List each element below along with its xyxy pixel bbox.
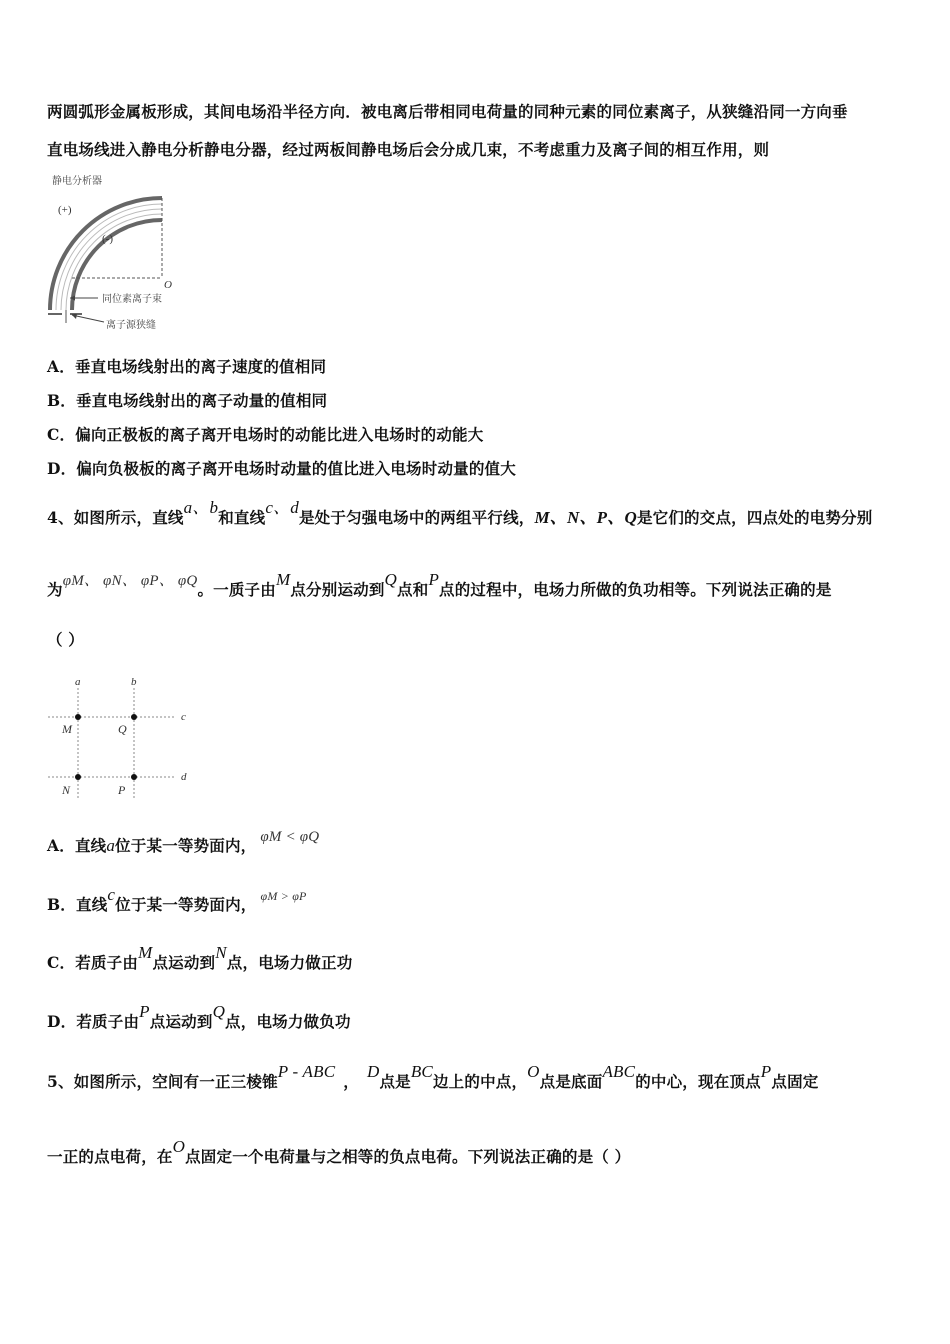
q4-option-d — [47, 1002, 351, 1032]
q4-bracket: （ ） — [47, 630, 84, 649]
q4-option-a-var: a — [106, 836, 116, 855]
q4-option-b-text-1: 直线 — [76, 895, 108, 914]
q4-option-b-var: c — [107, 885, 116, 904]
q3-option-a-letter: A． — [47, 357, 75, 376]
q4-option-d-letter: D． — [47, 1012, 77, 1031]
q3-option-a — [47, 355, 326, 377]
q5-var-o: O — [527, 1062, 540, 1081]
q4-option-b-text-2: 位于某一等势面内， — [115, 895, 257, 914]
q5-line-2 — [47, 1137, 631, 1167]
q4-option-d-text-3: 点，电场力做负功 — [225, 1012, 351, 1031]
q4-phi-list: φM、 φN、 φP、 φQ — [62, 573, 198, 589]
fig2-label-p: P — [118, 783, 126, 797]
q3-option-d — [47, 457, 516, 479]
q4-option-c-text-1: 若质子由 — [75, 953, 139, 972]
q5-var-p: P — [760, 1062, 772, 1081]
fig1-slit-label: 离子源狭缝 — [106, 320, 156, 331]
q4-number: 4、 — [47, 508, 74, 527]
figure-parallel-lines — [42, 672, 202, 804]
q4-option-a-relation: φM < φQ — [260, 829, 320, 845]
q5-text-4: 点是底面 — [539, 1072, 603, 1091]
q4-option-a-text-1: 直线 — [74, 836, 107, 855]
q5-var-o-2: O — [172, 1137, 186, 1156]
q4-var-ab: a、b — [183, 498, 219, 517]
q4-text-8: 点和 — [397, 580, 429, 599]
q4-text-7: 点分别运动到 — [290, 580, 385, 599]
q4-option-c-text-3: 点，电场力做正功 — [226, 953, 353, 972]
intro-line-2: 直电场线进入静电分析静电分器，经过两板间静电场后会分成几束，不考虑重力及离子间的相互作用，则 — [47, 140, 770, 159]
fig1-title: 静电分析器 — [52, 176, 102, 187]
q4-var-q: Q — [384, 570, 398, 589]
figure-electrostatic-analyzer — [42, 168, 192, 336]
q4-option-d-text-2: 点运动到 — [149, 1012, 213, 1031]
point-q — [131, 714, 137, 720]
q3-option-d-text: 偏向负极板的离子离开电场时动量的值比进入电场时动量的值大 — [76, 459, 516, 478]
q4-text-2: 和直线 — [218, 508, 266, 527]
q5-text-7: 一正的点电荷，在 — [47, 1147, 173, 1166]
q4-text-6: 。一质子由 — [197, 580, 276, 599]
q4-option-b-letter: B． — [47, 895, 77, 914]
fig2-label-m: M — [62, 722, 72, 736]
q5-line-1 — [47, 1062, 819, 1092]
q3-option-b-letter: B． — [47, 391, 77, 410]
q4-text-1: 如图所示，直线 — [73, 508, 184, 527]
q4-option-b-relation: φM > φP — [260, 889, 307, 903]
q4-option-a-text-2: 位于某一等势面内， — [115, 836, 257, 855]
q5-text-5: 的中心，现在顶点 — [635, 1072, 761, 1091]
q5-text-3: 边上的中点， — [432, 1072, 528, 1091]
q3-option-c-text: 偏向正极板的离子离开电场时的动能比进入电场时的动能大 — [75, 425, 484, 444]
q3-option-b — [47, 389, 327, 411]
intro-line-1: 两圆弧形金属板形成，其间电场沿半径方向．被电离后带相同电荷量的同种元素的同位素离子，从狭缝沿同一方向垂 — [47, 102, 848, 121]
q4-text-9: 点的过程中，电场力所做的负功相等。下列说法正确的是 — [439, 580, 832, 599]
q4-option-b — [47, 885, 307, 915]
fig1-minus-label: (-) — [102, 233, 113, 245]
q3-option-b-text: 垂直电场线射出的离子动量的值相同 — [76, 391, 328, 410]
fig1-beam-label: 同位素离子束 — [102, 294, 162, 305]
point-n — [75, 774, 81, 780]
fig1-plus-label: (+) — [58, 204, 72, 216]
q4-var-m: M — [275, 570, 291, 589]
q3-option-a-text: 垂直电场线射出的离子速度的值相同 — [74, 357, 327, 376]
q4-option-d-var-1: P — [139, 1002, 150, 1021]
q4-option-a — [47, 829, 320, 856]
q4-text-4: 是它们的交点，四点处的电势分别 — [636, 508, 873, 527]
q5-text-6: 点固定 — [771, 1072, 819, 1091]
q4-option-c — [47, 943, 353, 973]
q4-var-p: P — [428, 570, 440, 589]
q5-comma: ， — [343, 1072, 359, 1091]
fig2-label-c: c — [181, 711, 186, 723]
q4-text-5: 为 — [47, 580, 63, 599]
q5-text-8: 点固定一个电荷量与之相等的负点电荷。下列说法正确的是（ ） — [185, 1147, 631, 1166]
q5-text-1: 如图所示，空间有一正三棱锥 — [73, 1072, 278, 1091]
q4-line-2 — [47, 570, 832, 600]
q4-line-1 — [47, 498, 873, 528]
q4-text-3: 是处于匀强电场中的两组平行线， — [298, 508, 535, 527]
fig1-o-label: O — [164, 279, 172, 291]
q5-number: 5、 — [47, 1072, 74, 1091]
q4-option-c-var-2: N — [215, 943, 227, 962]
q5-var-d: D — [366, 1062, 380, 1081]
q4-var-cd: c、d — [265, 498, 299, 517]
q4-option-d-text-1: 若质子由 — [76, 1012, 140, 1031]
fig2-label-d: d — [181, 771, 187, 783]
q5-var-abc: ABC — [602, 1062, 636, 1081]
fig2-label-b: b — [131, 676, 137, 688]
q3-option-c — [47, 423, 483, 445]
q4-option-a-letter: A． — [47, 836, 75, 855]
point-p — [131, 774, 137, 780]
q5-var-pabc: P - ABC — [277, 1062, 336, 1081]
fig2-label-n: N — [62, 783, 71, 797]
q5-text-2: 点是 — [379, 1072, 411, 1091]
q3-option-d-letter: D． — [47, 459, 77, 478]
q3-option-c-letter: C． — [47, 425, 76, 444]
q4-option-c-letter: C． — [47, 953, 76, 972]
q5-var-bc: BC — [410, 1062, 433, 1081]
fig2-label-q: Q — [118, 722, 127, 736]
q4-option-c-text-2: 点运动到 — [152, 953, 216, 972]
fig2-label-a: a — [75, 676, 81, 688]
point-m — [75, 714, 81, 720]
q4-option-d-var-2: Q — [212, 1002, 226, 1021]
q4-option-c-var-1: M — [138, 943, 153, 962]
q4-var-mnpq: M、N、P、Q — [534, 508, 637, 527]
